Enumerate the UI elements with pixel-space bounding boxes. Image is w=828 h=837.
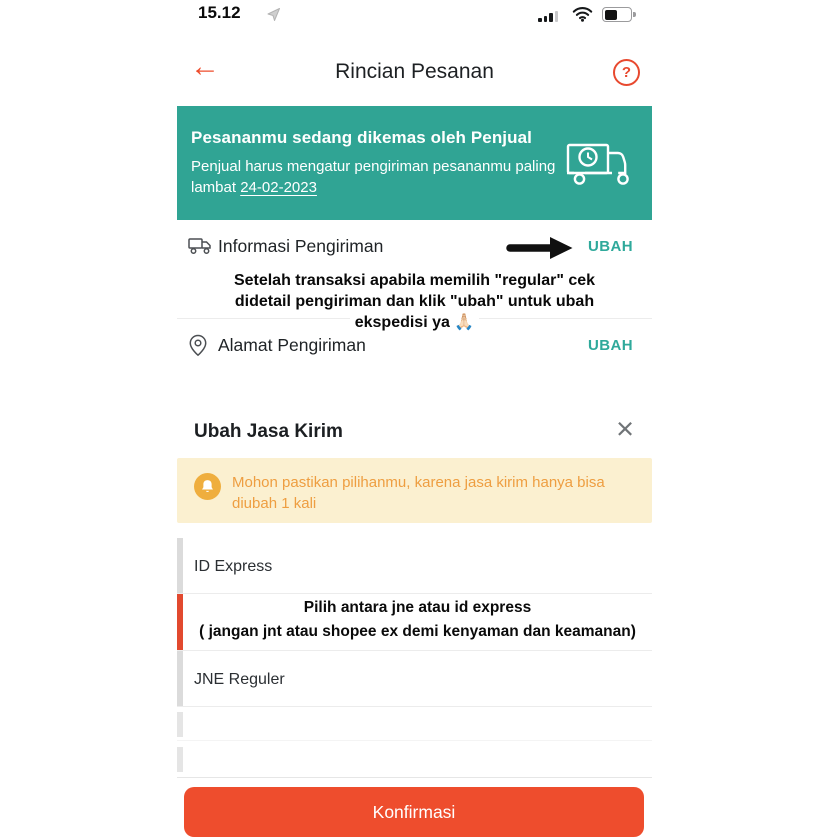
shipping-info-label: Informasi Pengiriman xyxy=(218,236,384,256)
page-title: Rincian Pesanan xyxy=(335,60,494,83)
seller-note-line3 xyxy=(177,312,652,333)
list-strip xyxy=(177,538,183,593)
battery-icon xyxy=(602,7,632,22)
status-time: 15.12 xyxy=(198,3,241,22)
divider xyxy=(177,593,652,594)
close-icon[interactable]: × xyxy=(616,411,635,446)
bell-icon xyxy=(194,473,221,500)
scroll-strip xyxy=(177,747,183,772)
banner-subtitle-text: Penjual harus mengatur pengiriman pesananmu paling lambat xyxy=(191,158,556,196)
location-pin-icon xyxy=(188,334,208,362)
option-jne-reguler[interactable]: JNE Reguler xyxy=(194,671,285,688)
shipping-truck-icon xyxy=(188,236,213,261)
list-strip xyxy=(177,651,183,706)
change-address-link[interactable]: UBAH xyxy=(588,337,633,354)
change-shipping-link[interactable]: UBAH xyxy=(588,238,633,255)
cellular-signal-icon xyxy=(538,10,558,22)
option-id-express[interactable]: ID Express xyxy=(194,558,273,575)
location-arrow-icon xyxy=(266,7,281,27)
confirm-button[interactable]: Konfirmasi xyxy=(184,787,644,837)
seller-note-line2: didetail pengiriman dan klik "ubah" untuk ubah xyxy=(234,293,595,310)
courier-note-line2: ( jangan jnt atau shopee ex demi kenyaman dan keamanan) xyxy=(199,623,636,640)
shipping-deadline-date: 24-02-2023 xyxy=(240,179,317,196)
back-button[interactable]: ← xyxy=(190,50,220,83)
scroll-strip xyxy=(177,712,183,737)
warning-text: Mohon pastikan pilihanmu, karena jasa kirim hanya bisa diubah 1 kali xyxy=(232,474,605,512)
divider xyxy=(177,777,652,778)
banner-subtitle xyxy=(191,156,563,198)
seller-note-line1: Setelah transaksi apabila memilih "regular" cek xyxy=(233,272,596,289)
wifi-icon xyxy=(572,6,593,27)
divider xyxy=(177,706,652,707)
delivery-truck-clock-icon xyxy=(565,138,635,195)
help-icon[interactable]: ? xyxy=(613,59,640,86)
annotation-arrow-sticker xyxy=(505,232,579,269)
banner-title: Pesananmu sedang dikemas oleh Penjual xyxy=(191,128,532,147)
seller-note-line3-text: ekspedisi ya 🙏🏻 xyxy=(350,314,480,331)
divider xyxy=(177,740,652,741)
courier-note-line1: Pilih antara jne atau id express xyxy=(303,599,532,616)
divider xyxy=(177,650,652,651)
address-label: Alamat Pengiriman xyxy=(218,335,366,355)
sheet-title: Ubah Jasa Kirim xyxy=(194,421,343,442)
